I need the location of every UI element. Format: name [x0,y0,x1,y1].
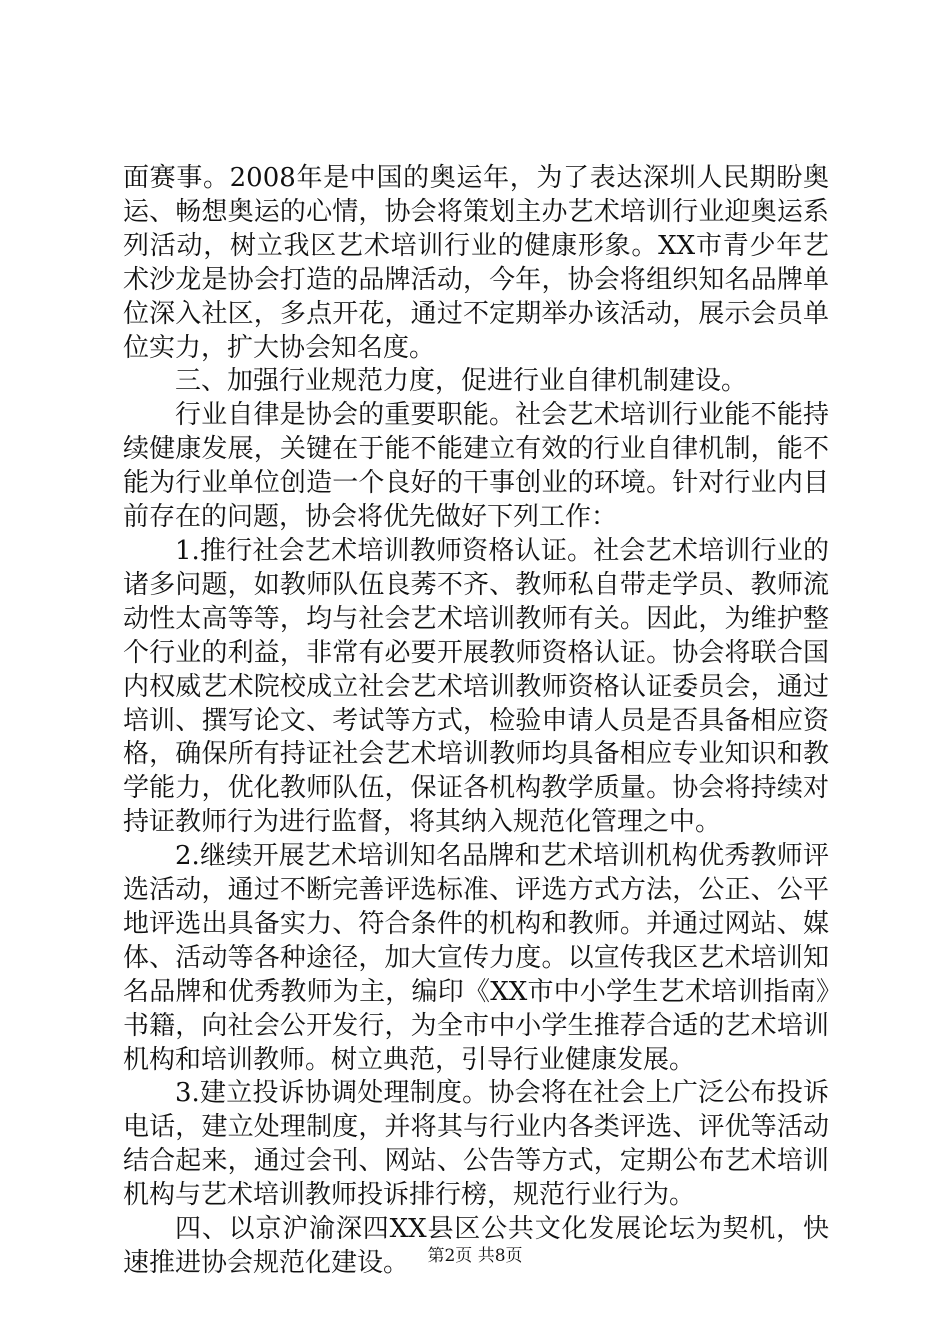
paragraph-1: 面赛事。2008年是中国的奥运年，为了表达深圳人民期盼奥运、畅想奥运的心情，协会将策划主办艺术培训行业迎奥运系列活动，树立我区艺术培训行业的健康形象。XX市青少年艺术沙龙是协会打造的品牌活动，今年，协会将组织知名品牌单位深入社区，多点开花，通过不定期举办该活动，展示会员单位实力，扩大协会知名度。 [123,163,829,363]
list-item-2: 2.继续开展艺术培训知名品牌和艺术培训机构优秀教师评选活动，通过不断完善评选标准、评选方式方法，公正、公平地评选出具备实力、符合条件的机构和教师。并通过网站、媒体、活动等各种途径，加大宣传力度。以宣传我区艺术培训知名品牌和优秀教师为主，编印《XX市中小学生艺术培训指南》书籍，向社会公开发行，为全市中小学生推荐合适的艺术培训机构和培训教师。树立典范，引导行业健康发展。 [123,841,829,1075]
list-item-3: 3.建立投诉协调处理制度。协会将在社会上广泛公布投诉电话，建立处理制度，并将其与行业内各类评选、评优等活动结合起来，通过会刊、网站、公告等方式，定期公布艺术培训机构与艺术培训教师投诉排行榜，规范行业行为。 [123,1078,829,1211]
document-body [123,162,829,1281]
section-heading-4: 四、以京沪渝深四XX县区公共文化发展论坛为契机，快速推进协会规范化建设。 [123,1214,829,1278]
section-heading-3: 三、加强行业规范力度，促进行业自律机制建设。 [175,366,748,397]
paragraph-2: 行业自律是协会的重要职能。社会艺术培训行业能不能持续健康发展，关键在于能不能建立有效的行业自律机制，能不能为行业单位创造一个良好的干事创业的环境。针对行业内目前存在的问题，协会将优先做好下列工作： [123,400,829,533]
page-number-footer: 第2页 共8页 [427,1246,523,1266]
list-item-1: 1.推行社会艺术培训教师资格认证。社会艺术培训行业的诸多问题，如教师队伍良莠不齐、教师私自带走学员、教师流动性太高等等，均与社会艺术培训教师有关。因此，为维护整个行业的利益，非常有必要开展教师资格认证。协会将联合国内权威艺术院校成立社会艺术培训教师资格认证委员会，通过培训、撰写论文、考试等方式，检验申请人员是否具备相应资格，确保所有持证社会艺术培训教师均具备相应专业知识和教学能力，优化教师队伍，保证各机构教学质量。协会将持续对持证教师行为进行监督，将其纳入规范化管理之中。 [123,535,829,838]
